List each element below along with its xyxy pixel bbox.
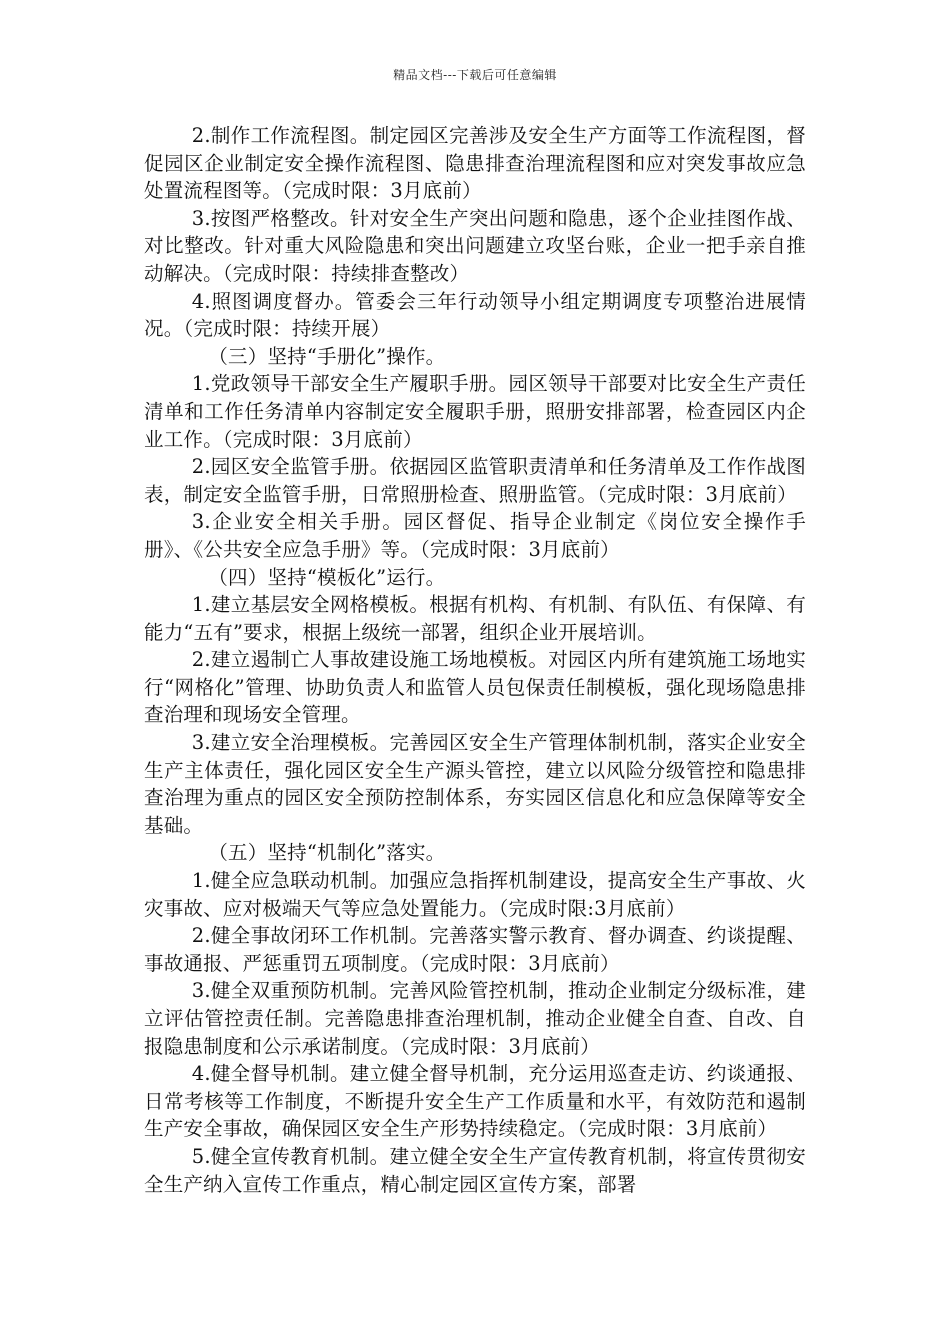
section-heading: （五）坚持“机制化”落实。 [208,841,446,865]
paragraph-item: 1.党政领导干部安全生产履职手册。园区领导干部要对比安全生产责任清单和工作任务清单内容制定安全履职手册，照册安排部署，检查园区内企业工作。（完成时限：3月底前） [144,372,806,451]
paragraph-item: 2.园区安全监管手册。依据园区监管职责清单和任务清单及工作作战图表，制定安全监管手册，日常照册检查、照册监管。（完成时限：3月底前） [144,455,806,506]
paragraph-item: 4.健全督导机制。建立健全督导机制，充分运用巡查走访、约谈通报、日常考核等工作制度，不断提升安全生产工作质量和水平，有效防范和遏制生产安全事故，确保园区安全生产形势持续稳定。（完成时限：3月底前） [144,1062,806,1141]
section-heading: （四）坚持“模板化”运行。 [208,565,446,589]
paragraph-item: 3.企业安全相关手册。园区督促、指导企业制定《岗位安全操作手册》、《公共安全应急手册》等。（完成时限：3月底前） [144,510,806,561]
page-header: 精品文档---下载后可任意编辑 [393,68,557,82]
paragraph-item: 3.按图严格整改。针对安全生产突出问题和隐患，逐个企业挂图作战、对比整改。针对重大风险隐患和突出问题建立攻坚台账，企业一把手亲自推动解决。（完成时限：持续排查整改） [144,206,806,285]
document-body [144,122,806,1198]
paragraph-item: 1.健全应急联动机制。加强应急指挥机制建设，提高安全生产事故、火灾事故、应对极端天气等应急处置能力。（完成时限:3月底前） [144,869,806,920]
paragraph-item: 2.制作工作流程图。制定园区完善涉及安全生产方面等工作流程图，督促园区企业制定安全操作流程图、隐患排查治理流程图和应对突发事故应急处置流程图等。（完成时限：3月底前） [144,124,806,203]
paragraph-item: 3.建立安全治理模板。完善园区安全生产管理体制机制，落实企业安全生产主体责任，强化园区安全生产源头管控，建立以风险分级管控和隐患排查治理为重点的园区安全预防控制体系，夯实园区信息化和应急保障等安全基础。 [144,731,806,837]
paragraph-item: 5.健全宣传教育机制。建立健全安全生产宣传教育机制，将宣传贯彻安全生产纳入宣传工作重点，精心制定园区宣传方案，部署 [144,1144,806,1196]
paragraph-item: 3.健全双重预防机制。完善风险管控机制，推动企业制定分级标准，建立评估管控责任制。完善隐患排查治理机制，推动企业健全自查、自改、自报隐患制度和公示承诺制度。（完成时限：3月底前） [144,979,806,1058]
section-heading: （三）坚持“手册化”操作。 [208,344,446,368]
paragraph-item: 4.照图调度督办。管委会三年行动领导小组定期调度专项整治进展情况。（完成时限：持续开展） [144,289,806,341]
paragraph-item: 1.建立基层安全网格模板。根据有机构、有机制、有队伍、有保障、有能力“五有”要求，根据上级统一部署，组织企业开展培训。 [144,593,806,644]
paragraph-item: 2.健全事故闭环工作机制。完善落实警示教育、督办调查、约谈提醒、事故通报、严惩重罚五项制度。（完成时限：3月底前） [144,924,806,975]
paragraph-item: 2.建立遏制亡人事故建设施工场地模板。对园区内所有建筑施工场地实行“网格化”管理、协助负责人和监管人员包保责任制模板，强化现场隐患排查治理和现场安全管理。 [144,648,806,727]
